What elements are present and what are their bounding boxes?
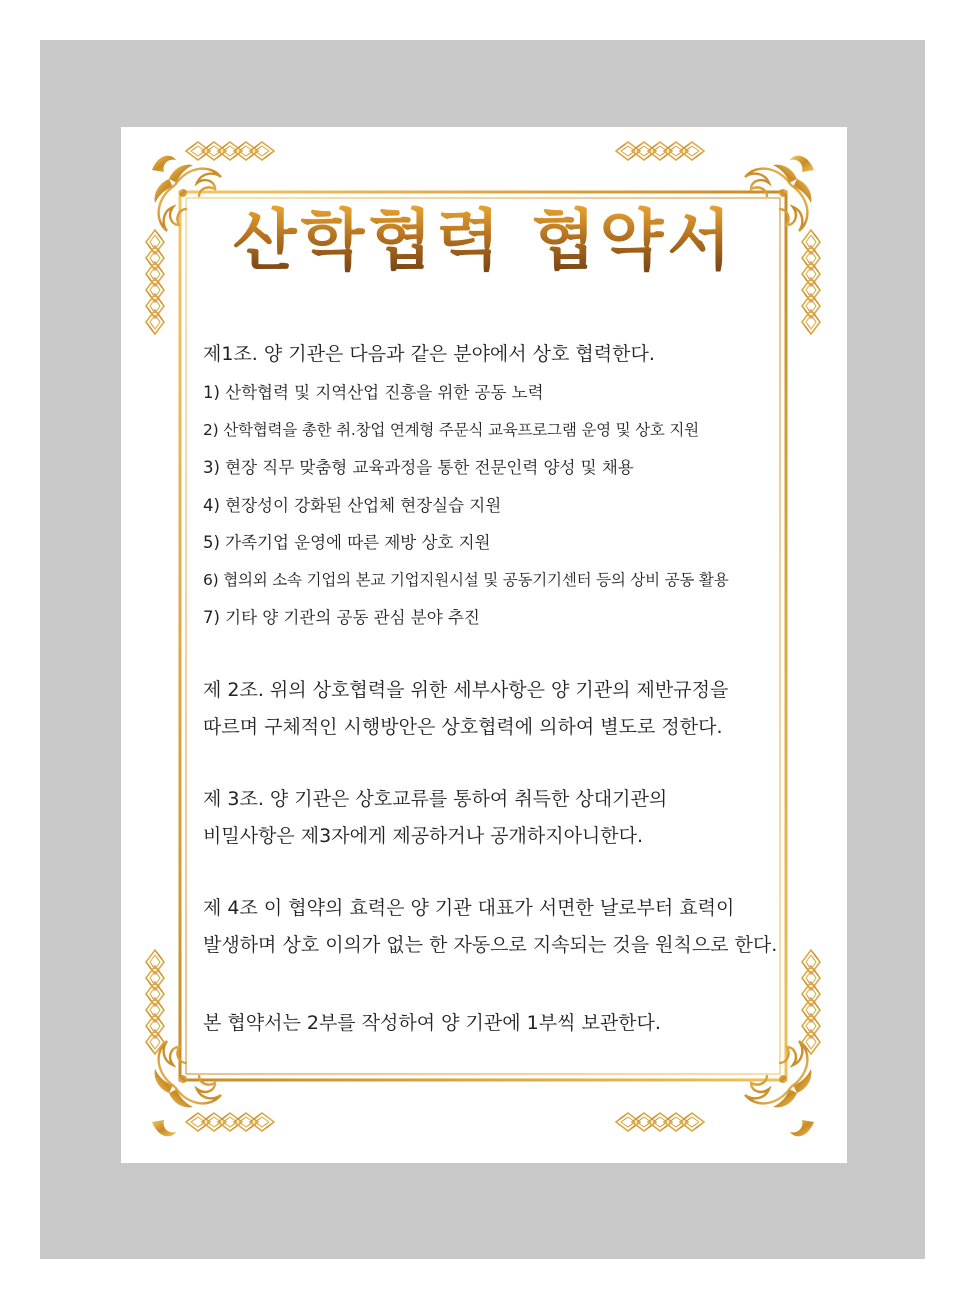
- list-item: 3) 현장 직무 맞춤형 교육과정을 통한 전문인력 양성 및 채용: [203, 458, 634, 477]
- article-2-line-1: 제 2조. 위의 상호협력을 위한 세부사항은 양 기관의 제반규정을: [203, 679, 729, 701]
- agreement-body: [203, 340, 783, 1034]
- article-4-line-1: 제 4조 이 협약의 효력은 양 기관 대표가 서면한 날로부터 효력이: [203, 897, 735, 919]
- article-3-line-2: 비밀사항은 제3자에게 제공하거나 공개하지아니한다.: [203, 825, 644, 847]
- list-item: 5) 가족기업 운영에 따른 제방 상호 지원: [203, 533, 491, 552]
- article-1-item-list: [203, 374, 783, 637]
- title-word-1: 산학협력: [232, 202, 504, 279]
- article-2: [203, 672, 728, 746]
- title-word-2: 협약서: [531, 202, 736, 279]
- article-2-line-2: 따르며 구체적인 시행방안은 상호협력에 의하여 별도로 정한다.: [203, 716, 723, 738]
- list-item: 4) 현장성이 강화된 산업체 현장실습 지원: [203, 495, 502, 515]
- article-3-line-1: 제 3조. 양 기관은 상호교류를 통하여 취득한 상대기관의: [203, 788, 668, 810]
- article-4-line-2: 발생하며 상호 이의가 없는 한 자동으로 지속되는 것을 원칙으로 한다.: [203, 934, 778, 956]
- document-title: [121, 202, 847, 279]
- article-3: [203, 781, 667, 855]
- list-item: 6) 협의외 소속 기업의 본교 기업지원시설 및 공동기기센터 등의 상비 공동 활용: [203, 570, 729, 589]
- list-item: 7) 기타 양 기관의 공동 관심 분야 추진: [203, 608, 480, 627]
- article-4: [203, 890, 777, 964]
- closing-line: 본 협약서는 2부를 작성하여 양 기관에 1부씩 보관한다.: [203, 1012, 661, 1034]
- closing-statement: [203, 1005, 661, 1042]
- list-item: 1) 산학협력 및 지역산업 진흥을 위한 공동 노력: [203, 383, 544, 402]
- article-1-heading: 제1조. 양 기관은 다음과 같은 분야에서 상호 협력한다.: [203, 343, 655, 365]
- list-item: 2) 산학협력을 총한 취.창업 연계형 주문식 교육프로그램 운영 및 상호 지원: [203, 420, 699, 439]
